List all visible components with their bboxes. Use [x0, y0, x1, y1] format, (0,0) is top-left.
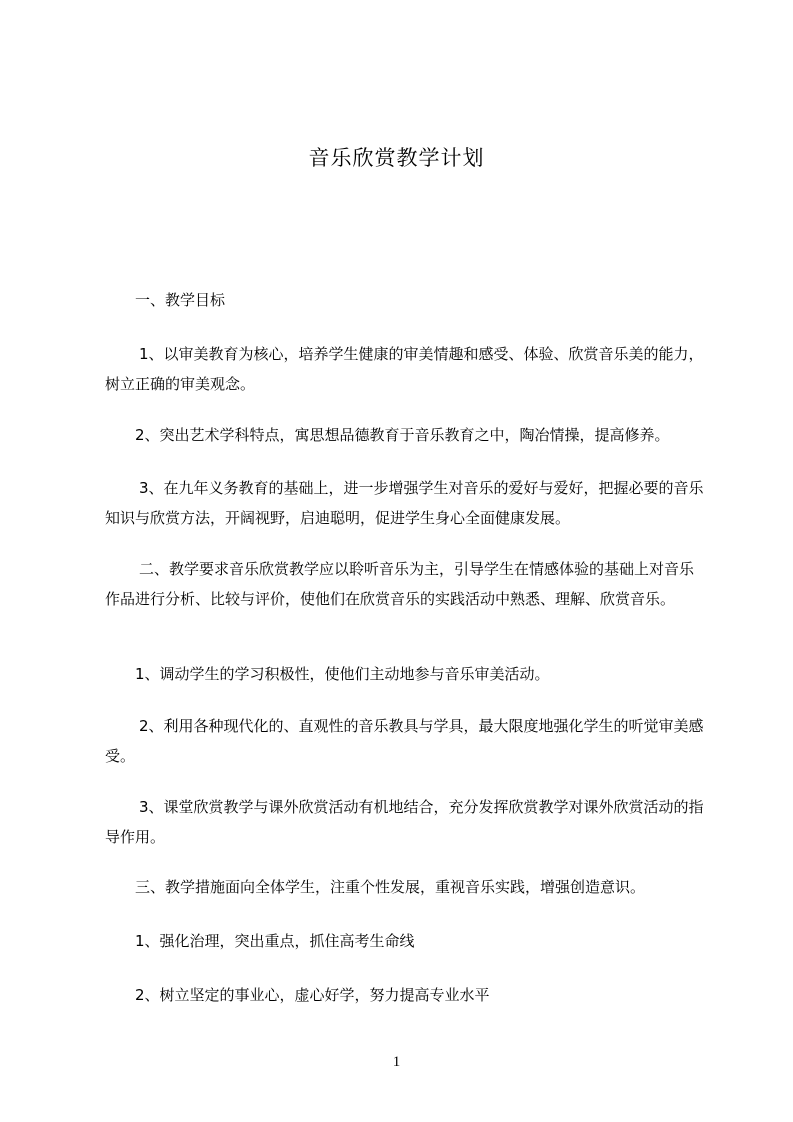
paragraph-requirement-1: 1、调动学生的学习积极性，使他们主动地参与音乐审美活动。 [135, 665, 550, 683]
section-heading-requirements: 二、教学要求音乐欣赏教学应以聆听音乐为主，引导学生在情感体验的基础上对音乐作品进行分析、比较与评价，使他们在欣赏音乐的实践活动中熟悉、理解、欣赏音乐。 [105, 560, 695, 608]
paragraph-measure-1: 1、强化治理，突出重点，抓住高考生命线 [135, 932, 415, 950]
paragraph-goal-2: 2、突出艺术学科特点，寓思想品德教育于音乐教育之中，陶冶情操，提高修养。 [135, 426, 670, 444]
paragraph-requirement-3: 3、课堂欣赏教学与课外欣赏活动有机地结合，充分发挥欣赏教学对课外欣赏活动的指导作用。 [105, 798, 704, 846]
section-heading-goals: 一、教学目标 [135, 291, 226, 309]
section-heading-measures: 三、教学措施面向全体学生，注重个性发展，重视音乐实践，增强创造意识。 [135, 878, 646, 896]
page-number: 1 [392, 1054, 401, 1070]
paragraph-goal-3: 3、在九年义务教育的基础上，进一步增强学生对音乐的爱好与爱好，把握必要的音乐知识与欣赏方法，开阔视野，启迪聪明，促进学生身心全面健康发展。 [105, 479, 704, 527]
document-title: 音乐欣赏教学计划 [308, 146, 485, 170]
paragraph-measure-2: 2、树立坚定的事业心，虚心好学，努力提高专业水平 [135, 986, 490, 1004]
paragraph-requirement-2: 2、利用各种现代化的、直观性的音乐教具与学具，最大限度地强化学生的听觉审美感受。 [105, 717, 704, 765]
paragraph-goal-1: 1、以审美教育为核心，培养学生健康的审美情趣和感受、体验、欣赏音乐美的能力，树立正确的审美观念。 [105, 345, 704, 393]
